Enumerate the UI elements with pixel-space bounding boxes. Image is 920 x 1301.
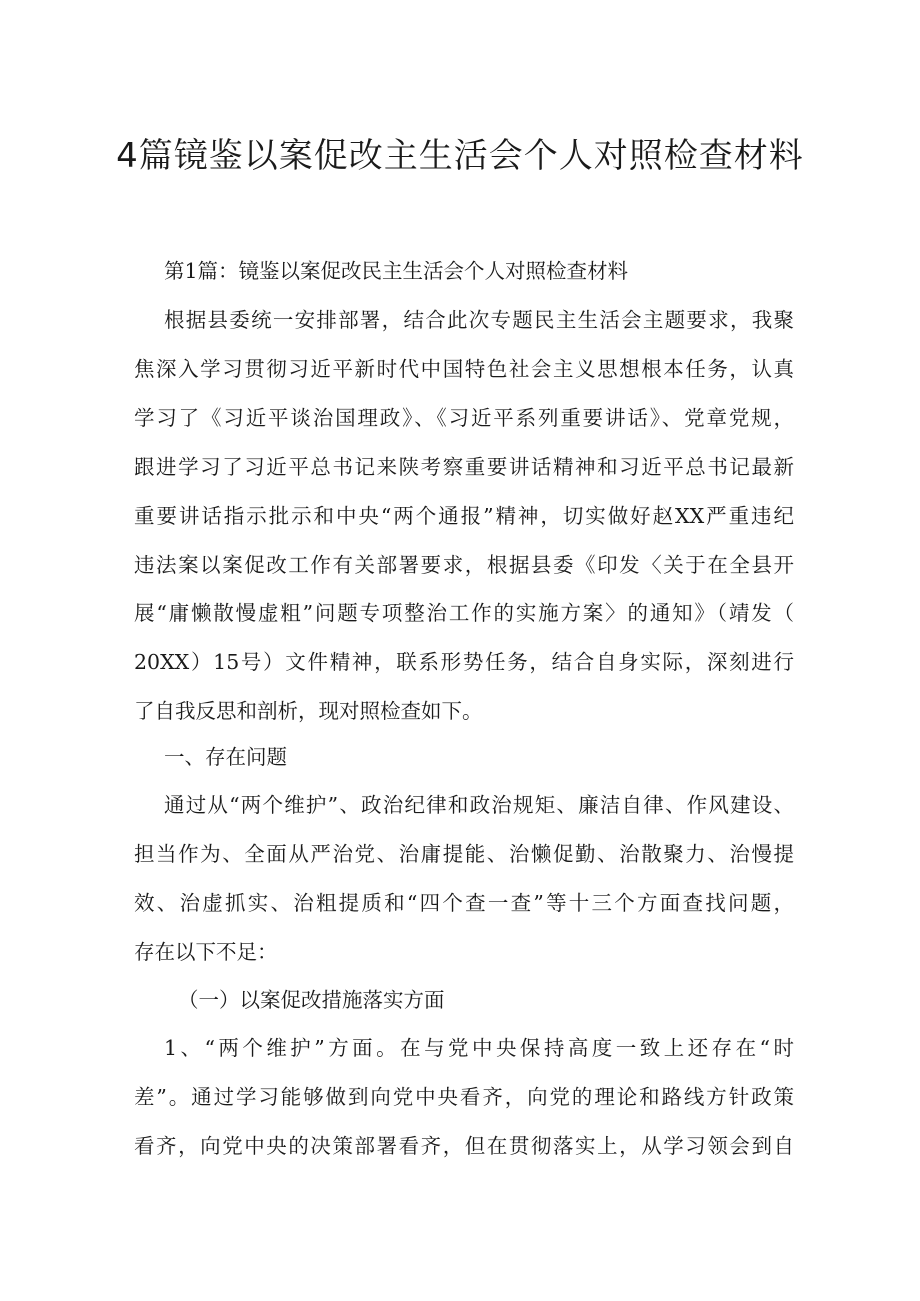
- paragraph-line: 展“庸懒散慢虚粗”问题专项整治工作的实施方案〉的通知》（靖发（: [134, 601, 794, 625]
- subsection-heading: （一）以案促改措施落实方面: [178, 988, 445, 1012]
- paragraph-line: 存在以下不足：: [134, 940, 278, 964]
- paragraph-line: 差”。通过学习能够做到向党中央看齐，向党的理论和路线方针政策: [134, 1085, 794, 1109]
- paragraph-line: 违法案以案促改工作有关部署要求，根据县委《印发〈关于在全县开: [134, 553, 794, 577]
- paragraph-line: 跟进学习了习近平总书记来陕考察重要讲话精神和习近平总书记最新: [134, 455, 794, 479]
- document-title: 4篇镜鉴以案促改主生活会个人对照检查材料: [116, 136, 804, 176]
- paragraph-line: 学习了《习近平谈治国理政》、《习近平系列重要讲话》、党章党规，: [134, 406, 794, 430]
- paragraph-line: 了自我反思和剖析，现对照检查如下。: [134, 699, 483, 723]
- paragraph-line: 重要讲话指示批示和中央“两个通报”精神，切实做好赵XX严重违纪: [134, 504, 794, 528]
- paragraph-line: 焦深入学习贯彻习近平新时代中国特色社会主义思想根本任务，认真: [134, 357, 794, 381]
- paragraph-line: 根据县委统一安排部署，结合此次专题民主生活会主题要求，我聚: [164, 308, 794, 332]
- section-heading: 第1篇：镜鉴以案促改民主生活会个人对照检查材料: [164, 259, 629, 283]
- paragraph-line: 看齐，向党中央的决策部署看齐，但在贯彻落实上，从学习领会到自: [134, 1134, 794, 1158]
- paragraph-line: 通过从“两个维护”、政治纪律和政治规矩、廉洁自律、作风建设、: [164, 793, 794, 817]
- section-heading: 一、存在问题: [164, 745, 287, 769]
- paragraph-line: 效、治虚抓实、治粗提质和“四个查一查”等十三个方面查找问题，: [134, 891, 794, 915]
- paragraph-line: 20XX）15号）文件精神，联系形势任务，结合自身实际，深刻进行: [134, 650, 794, 674]
- paragraph-line: 1、“两个维护”方面。在与党中央保持高度一致上还存在“时: [164, 1036, 794, 1060]
- paragraph-line: 担当作为、全面从严治党、治庸提能、治懒促勤、治散聚力、治慢提: [134, 842, 794, 866]
